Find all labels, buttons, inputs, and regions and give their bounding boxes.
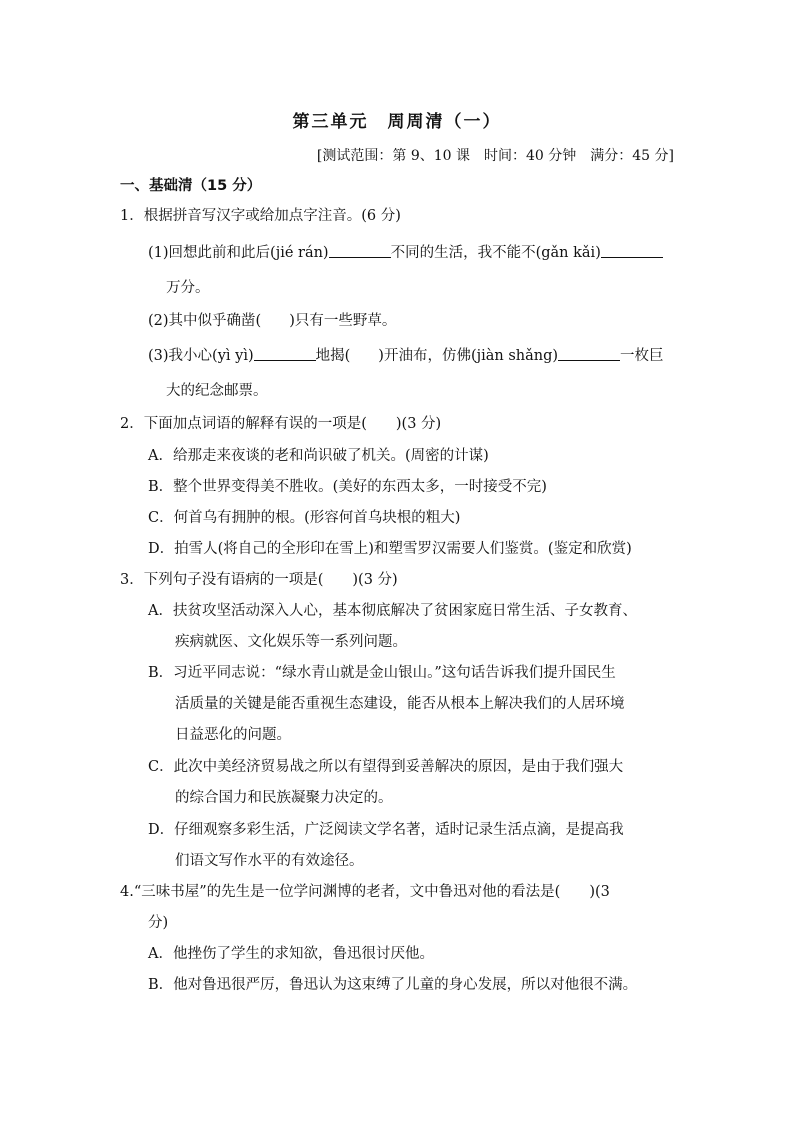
q1-s2-text-b: )只有一些野草。 [289,313,397,329]
q1-s2-text-a: (2)其中似乎确凿( [148,313,262,329]
page-title: 第三单元 周周清（一） [292,112,502,132]
q3-option-a-line2: 疾病就医、文化娱乐等一系列问题。 [175,634,407,650]
q2-option-d[interactable]: D．拍雪人(将自己的全形印在雪上)和塑雪罗汉需要人们鉴赏。(鉴定和欣赏) [148,541,632,557]
q1-s3-text-b: 地揭( [315,348,351,364]
q2-stem: 2．下面加点词语的解释有误的一项是( )(3 分) [120,416,442,432]
q3-option-b-line3: 日益恶化的问题。 [175,727,291,743]
test-range: [测试范围：第 9、10 课 时间：40 分钟 满分：45 分] [316,148,674,164]
q1-s1-blank-1[interactable] [329,243,391,258]
q1-s1-line1 [148,243,663,263]
q1-s1-text-b: 不同的生活，我不能不(gǎn kǎi) [390,245,601,261]
q3-option-d-line1[interactable]: D．仔细观察多彩生活，广泛阅读文学名著，适时记录生活点滴，是提高我 [148,822,624,838]
q1-s3-line2: 大的纪念邮票。 [166,383,268,399]
q1-s1-line2: 万分。 [166,280,210,296]
q1-s3-blank-2[interactable] [558,346,620,361]
q3-option-c-line1[interactable]: C．此次中美经济贸易战之所以有望得到妥善解决的原因，是由于我们强大 [148,759,624,775]
q4-option-b[interactable]: B．他对鲁迅很严厉，鲁迅认为这束缚了儿童的身心发展，所以对他很不满。 [148,977,638,993]
q3-stem: 3．下列句子没有语病的一项是( )(3 分) [120,572,398,588]
q4-stem-line2: 分) [148,915,169,931]
q1-s1-text-a: (1)回想此前和此后(jié rán) [148,245,329,261]
q1-s3-blank-1[interactable] [254,346,316,361]
q3-option-a-line1[interactable]: A．扶贫攻坚活动深入人心，基本彻底解决了贫困家庭日常生活、子女教育、 [148,603,637,619]
q3-option-b-line2: 活质量的关键是能否重视生态建设，能否从根本上解决我们的人居环境 [175,696,625,712]
q3-option-d-line2: 们语文写作水平的有效途径。 [175,853,364,869]
q3-option-c-line2: 的综合国力和民族凝聚力决定的。 [175,790,393,806]
q1-s3-text-a: (3)我小心(yì yì) [148,348,254,364]
q2-option-c[interactable]: C．何首乌有拥肿的根。(形容何首乌块根的粗大) [148,510,461,526]
q4-stem-line1: 4.“三味书屋”的先生是一位学问渊博的老者，文中鲁迅对他的看法是( )(3 [120,884,610,900]
q1-stem: 1．根据拼音写汉字或给加点字注音。(6 分) [120,208,401,224]
q3-option-b-line1[interactable]: B．习近平同志说：“绿水青山就是金山银山。”这句话告诉我们提升国民生 [148,665,616,681]
q1-s1-blank-2[interactable] [601,243,663,258]
q4-option-a[interactable]: A．他挫伤了学生的求知欲，鲁迅很讨厌他。 [148,946,434,962]
q2-option-a[interactable]: A．给那走来夜谈的老和尚识破了机关。(周密的计谋) [148,448,489,464]
q1-s3-text-c: )开油布，仿佛(jiàn shǎng) [378,348,559,364]
q1-s3-text-d: 一枚巨 [620,348,664,364]
q2-option-b[interactable]: B．整个世界变得美不胜收。(美好的东西太多，一时接受不完) [148,479,547,495]
section-heading: 一、基础清（15 分） [120,178,262,194]
q1-s3-line1 [148,346,664,366]
q1-s2 [148,311,396,331]
